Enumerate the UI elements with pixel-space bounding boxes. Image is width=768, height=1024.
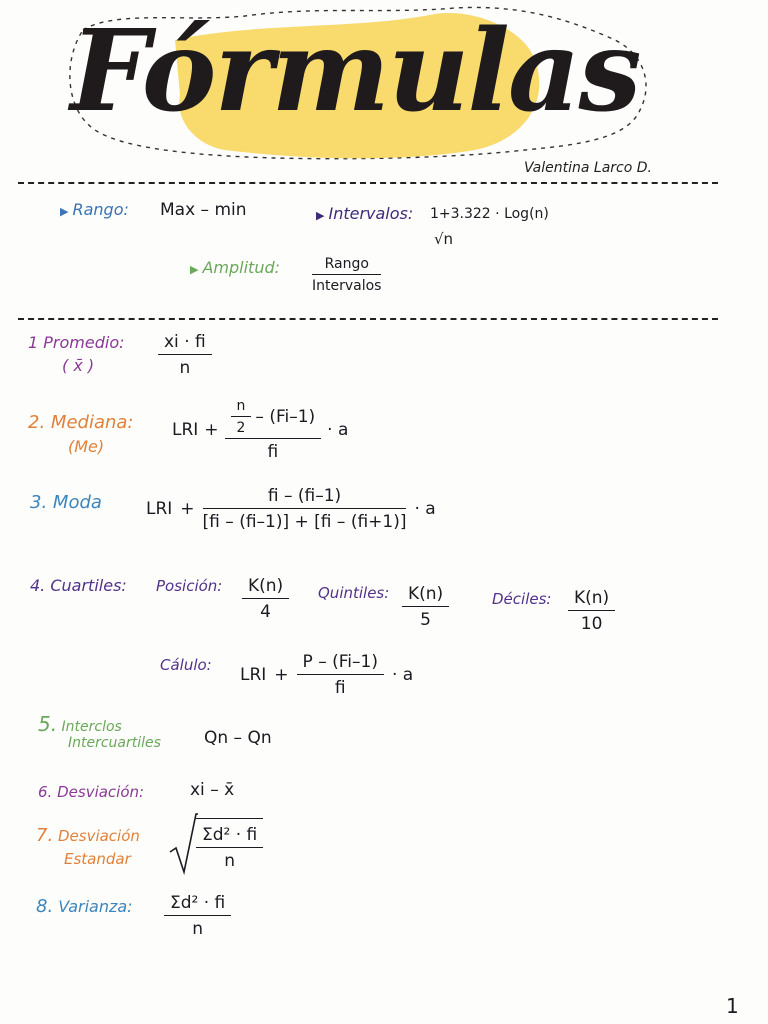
quintiles-denominator: 5: [420, 610, 431, 630]
posicion-label: Posición:: [156, 577, 223, 595]
mediana-sub-numerator: n: [236, 398, 246, 414]
divider-middle: [18, 318, 718, 320]
cuartiles-label: 4. Cuartiles:: [30, 576, 127, 595]
moda-plus: +: [180, 499, 195, 519]
desviacion-formula: xi – x̄: [190, 780, 235, 800]
deciles-denominator: 10: [580, 614, 603, 634]
amplitud-denominator: Intervalos: [312, 278, 382, 294]
calculo-denominator: fi: [334, 678, 346, 698]
mediana-tail: · a: [327, 420, 349, 440]
posicion-denominator: 4: [260, 602, 271, 622]
title-block: [55, 0, 655, 185]
rango-formula: Max – min: [160, 200, 247, 220]
posicion-formula: [242, 576, 289, 622]
posicion-numerator: K(n): [248, 576, 284, 596]
varianza-label: 8. Varianza:: [36, 896, 133, 917]
desviacion-estandar-label-line2: Estandar: [64, 850, 131, 868]
quintiles-formula: [402, 584, 449, 630]
mediana-label: 2. Mediana:: [28, 412, 134, 433]
calculo-numerator: P – (Fi–1): [302, 652, 378, 672]
moda-lri: LRI: [146, 499, 173, 519]
mediana-formula: [172, 398, 348, 462]
promedio-denominator: n: [179, 358, 191, 378]
calculo-lri: LRI: [240, 665, 267, 685]
amplitud-numerator: Rango: [324, 256, 369, 272]
moda-formula: [146, 486, 436, 532]
desviacion-estandar-label: 7. Desviación: [36, 825, 140, 846]
mediana-denominator: fi: [267, 442, 279, 462]
calculo-plus: +: [274, 665, 289, 685]
intercuartiles-label-line2: Intercuartiles: [68, 735, 161, 751]
promedio-numerator: xi · fi: [164, 332, 206, 352]
page-title: Fórmulas: [70, 6, 640, 137]
moda-label: 3. Moda: [30, 492, 102, 513]
calculo-tail: · a: [391, 665, 414, 685]
moda-denominator: [fi – (fi–1)] + [fi – (fi+1)]: [202, 512, 407, 532]
page-number: 1: [726, 994, 739, 1018]
triangle-bullet-icon: ▶: [316, 209, 325, 222]
mediana-plus: +: [204, 420, 219, 440]
varianza-numerator: Σd² · fi: [170, 893, 226, 913]
triangle-bullet-icon: ▶: [60, 205, 69, 218]
calculo-label: Cálulo:: [160, 656, 212, 674]
deciles-numerator: K(n): [574, 588, 610, 608]
amplitud-label-text: Amplitud:: [202, 258, 281, 277]
mediana-numerator-rest: – (Fi–1): [255, 407, 316, 427]
varianza-formula: [164, 893, 231, 939]
author-name: Valentina Larco D.: [524, 160, 652, 176]
promedio-symbol: ( x̄ ): [62, 356, 95, 375]
varianza-denominator: n: [192, 919, 204, 939]
calculo-formula: [240, 652, 413, 698]
desviacion-estandar-formula: [168, 812, 263, 876]
rango-label: [60, 200, 129, 219]
quintiles-numerator: K(n): [408, 584, 444, 604]
amplitud-label: [190, 258, 280, 277]
square-root-icon: [168, 812, 198, 876]
mediana-sub-denominator: 2: [236, 420, 246, 436]
intervalos-label-text: Intervalos:: [328, 204, 414, 223]
desviacion-label: 6. Desviación:: [38, 783, 145, 801]
desviacion-estandar-denominator: n: [224, 850, 236, 871]
intervalos-formula: 1+3.322 · Log(n): [430, 206, 549, 222]
intercuartiles-label: 5. Interclos: [38, 712, 122, 736]
promedio-formula: [158, 332, 212, 378]
mediana-symbol: (Me): [68, 437, 105, 456]
amplitud-formula: [312, 256, 381, 294]
moda-numerator: fi – (fi–1): [267, 486, 342, 506]
intervalos-label: [316, 204, 413, 223]
deciles-label: Déciles:: [492, 590, 552, 608]
promedio-label: 1 Promedio:: [28, 333, 125, 352]
intercuartiles-formula: Qn – Qn: [204, 728, 272, 748]
triangle-bullet-icon: ▶: [190, 263, 199, 276]
mediana-lri: LRI: [172, 420, 199, 440]
rango-label-text: Rango:: [72, 200, 129, 219]
intervalos-alt: √n: [434, 230, 454, 248]
moda-tail: · a: [414, 499, 436, 519]
desviacion-estandar-numerator: Σd² · fi: [202, 824, 258, 845]
divider-top: [18, 182, 718, 184]
quintiles-label: Quintiles:: [318, 584, 390, 602]
deciles-formula: [568, 588, 615, 634]
